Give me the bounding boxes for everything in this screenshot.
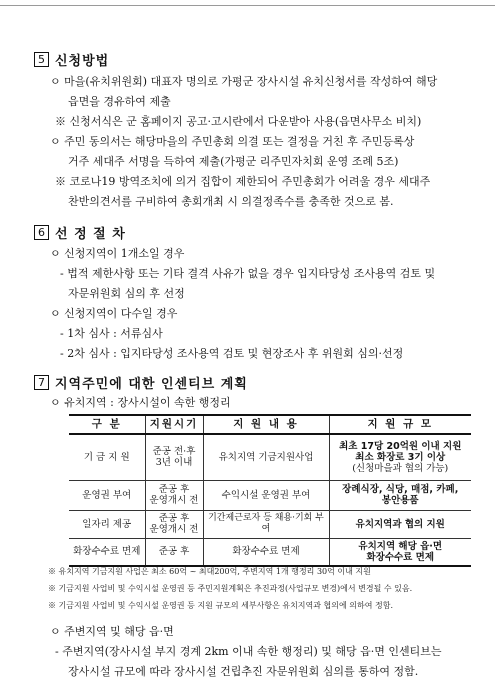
table-header: 구 분 <box>69 415 145 434</box>
section-7-heading <box>34 373 248 392</box>
table-cell: 기 금 지 원 <box>69 434 145 480</box>
footnote: ※ 기금지원 사업비 및 수익시설 운영권 등 지원 규모의 세부사항은 유치지역과 협의에 의하여 정함. <box>48 601 393 610</box>
paragraph: ㅇ 주변지역 및 해당 읍·면 <box>50 625 174 638</box>
table-cell: 준공 후 운영개시 전 <box>145 480 203 510</box>
paragraph: ㅇ 유치지역 : 장사시설이 속한 행정리 <box>50 396 231 409</box>
table-header: 지 원 규 모 <box>329 415 471 434</box>
table-cell: 유치지역과 협의 지원 <box>329 510 471 538</box>
table-cell: 수익시설 운영권 부여 <box>203 480 329 510</box>
table-cell: 최초 17당 20억원 이내 지원 최소 화장로 3기 이상 (신청마을과 협의 가능) <box>329 434 471 480</box>
table-cell: 기간제근로자 등 채용·기회 부여 <box>203 510 329 538</box>
paragraph: 장사시설 규모에 따라 장사시설 건립추진 자문위원회 심의를 통하여 정함. <box>68 665 419 678</box>
paragraph: - 주변지역(장사시설 부지 경계 2km 이내 속한 행정리) 및 해당 읍·면 인센티브는 <box>55 645 442 658</box>
section-title: 신청방법 <box>55 54 110 69</box>
note: ※ 코로나19 방역조치에 의거 집합이 제한되어 주민총회가 어려울 경우 세대주 <box>55 175 431 188</box>
table-cell: 장례식장, 식당, 매점, 카페, 봉안용품 <box>329 480 471 510</box>
section-number-box: 6 <box>34 225 49 240</box>
table-cell: 유치지역 기금지원사업 <box>203 434 329 480</box>
paragraph: 읍면을 경유하여 제출 <box>68 95 171 108</box>
paragraph: ㅇ 주민 동의서는 해당마을의 주민총회 의결 또는 결정을 거친 후 주민등록상 <box>50 135 415 148</box>
section-6-heading <box>34 223 126 242</box>
table-cell: 화장수수료 면제 <box>69 538 145 566</box>
table-cell: 운영권 부여 <box>69 480 145 510</box>
table-row <box>69 480 471 510</box>
paragraph: 찬반의견서를 구비하여 총회개최 시 의결정족수를 충족한 것으로 봄. <box>68 195 394 208</box>
table-header-row <box>69 415 471 434</box>
table-cell: 준공 후 운영개시 전 <box>145 510 203 538</box>
table-cell: 준공 전·후 3년 이내 <box>145 434 203 480</box>
paragraph: 거주 세대주 서명을 득하여 제출(가평군 리주민자치회 운영 조례 5조) <box>68 155 399 168</box>
section-number-box: 5 <box>34 52 49 67</box>
table-cell: 준공 후 <box>145 538 203 566</box>
table-cell: 일자리 제공 <box>69 510 145 538</box>
top-divider <box>0 5 495 6</box>
section-title: 선 정 절 차 <box>55 227 126 242</box>
table-header: 지 원 내 용 <box>203 415 329 434</box>
section-title: 지역주민에 대한 인센티브 계획 <box>55 377 248 392</box>
section-number-box: 7 <box>34 375 49 390</box>
footnote: ※ 유치지역 기금지원 사업은 최소 60억 ~ 최대200억, 주변지역 1개 행정리 30억 이내 지원 <box>48 567 371 576</box>
paragraph: - 법적 제한사항 또는 기타 결격 사유가 없을 경우 입지타당성 조사용역 검토 및 <box>60 267 436 280</box>
table-header: 지원시기 <box>145 415 203 434</box>
table-row <box>69 434 471 480</box>
paragraph: ㅇ 마을(유치위원회) 대표자 명의로 가평군 장사시설 유치신청서를 작성하여 해당 <box>50 75 438 88</box>
incentive-table <box>69 414 471 567</box>
table-row <box>69 538 471 566</box>
paragraph: ㅇ 신청지역이 1개소일 경우 <box>50 247 185 260</box>
table-cell: 화장수수료 면제 <box>203 538 329 566</box>
paragraph: 자문위원회 심의 후 선정 <box>68 287 185 300</box>
table-cell: 유치지역 해당 읍·면 화장수수료 면제 <box>329 538 471 566</box>
section-5-heading <box>34 50 109 69</box>
paragraph: - 1차 심사 : 서류심사 <box>60 327 163 340</box>
note: ※ 신청서식은 군 홈페이지 공고·고시란에서 다운받아 사용(읍면사무소 비치) <box>55 115 422 128</box>
table-row <box>69 510 471 538</box>
paragraph: ㅇ 신청지역이 다수일 경우 <box>50 307 178 320</box>
paragraph: - 2차 심사 : 입지타당성 조사용역 검토 및 현장조사 후 위원회 심의·선정 <box>60 347 404 360</box>
footnote: ※ 기금지원 사업비 및 수익시설 운영권 등 주민지원계획은 추진과정(사업규모 변경)에서 변경될 수 있음. <box>48 584 413 593</box>
